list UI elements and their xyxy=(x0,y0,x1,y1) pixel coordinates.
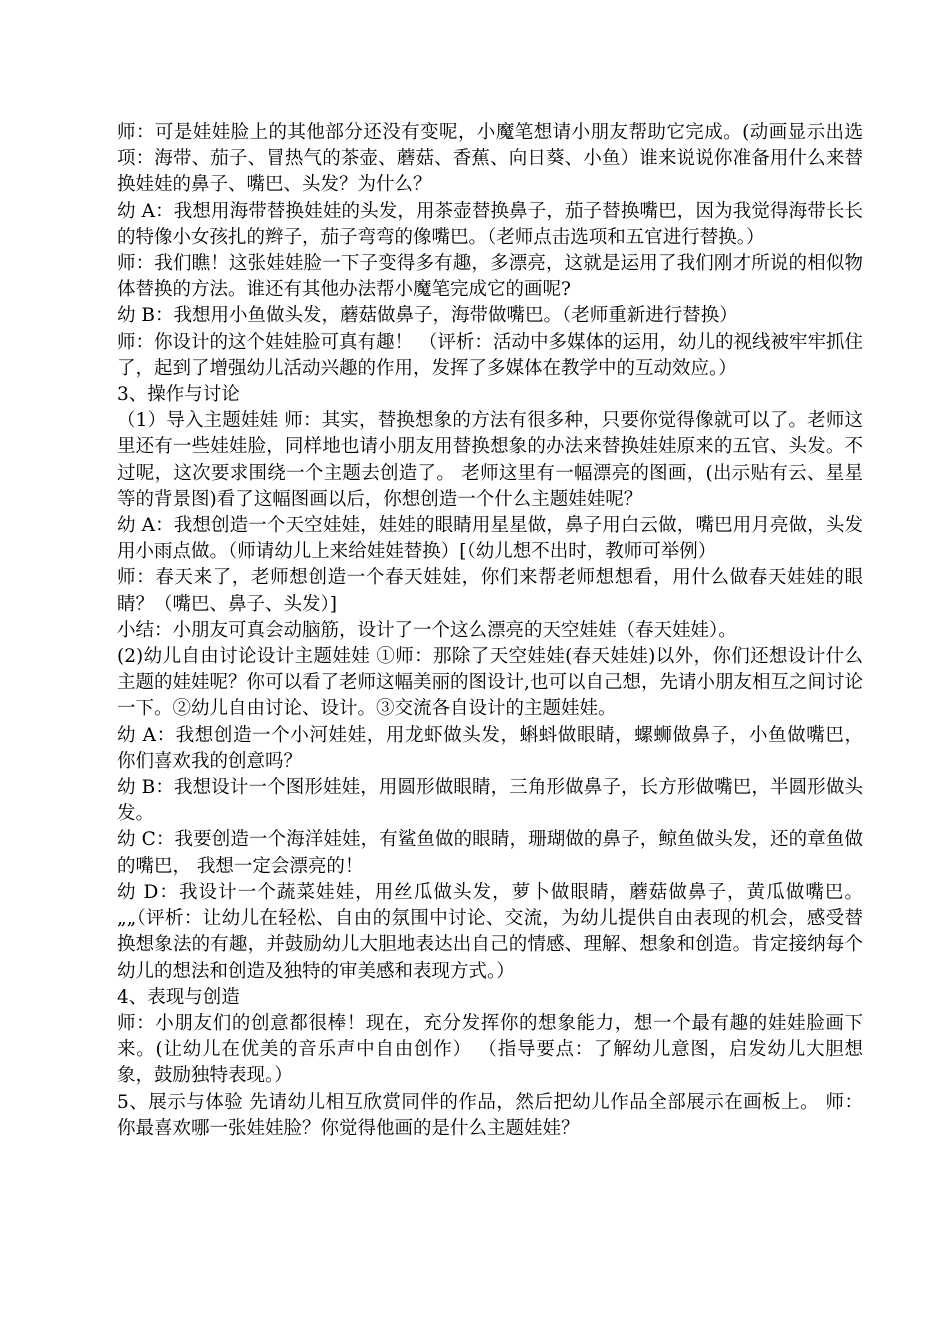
paragraph-child-b-answer: 幼 B：我想用小鱼做头发，蘑菇做鼻子，海带做嘴巴。（老师重新进行替换） xyxy=(117,305,738,327)
paragraph-shape-doll: 幼 B：我想设计一个图形娃娃，用圆形做眼睛，三角形做鼻子，长方形做嘴巴，半圆形做头发。 xyxy=(117,777,863,825)
paragraph-spring-doll: 师：春天来了，老师想创造一个春天娃娃，你们来帮老师想想看，用什么做春天娃娃的眼睛？（嘴巴、鼻子、头发）] xyxy=(117,567,863,615)
paragraph-theme-intro: （1）导入主题娃娃 师：其实，替换想象的方法有很多种，只要你觉得像就可以了。老师这里还有一些娃娃脸，同样地也请小朋友用替换想象的办法来替换娃娃原来的五官、头发。不过呢，这次要求围绕一个主题去创造了。 老师这里有一幅漂亮的图画，(出示贴有云、星星等的背景图)看了这幅图画以后，你想创造一个什么主题娃娃呢？ xyxy=(117,410,863,510)
paragraph-drawing: 师：小朋友们的创意都很棒！现在，充分发挥你的想象能力，想一个最有趣的娃娃脸画下来。(让幼儿在优美的音乐声中自由创作） （指导要点：了解幼儿意图，启发幼儿大胆想象，鼓励独特表现。） xyxy=(117,1012,863,1087)
paragraph-teacher-follow-up: 师：我们瞧！这张娃娃脸一下子变得多有趣，多漂亮，这就是运用了我们刚才所说的相似物体替换的方法。谁还有其他办法帮小魔笔完成它的画呢? xyxy=(117,253,863,301)
paragraph-river-doll: 幼 A：我想创造一个小河娃娃，用龙虾做头发，蝌蚪做眼睛，螺蛳做鼻子，小鱼做嘴巴， 你们喜欢我的创意吗？ xyxy=(117,724,863,772)
paragraph-child-a-answer: 幼 A：我想用海带替换娃娃的头发，用茶壶替换鼻子，茄子替换嘴巴，因为我觉得海带长长的特像小女孩扎的辫子，茄子弯弯的像嘴巴。（老师点击选项和五官进行替换。） xyxy=(117,200,863,248)
section-heading-express-create: 4、表现与创造 xyxy=(117,986,240,1008)
paragraph-ocean-doll: 幼 C：我要创造一个海洋娃娃，有鲨鱼做的眼睛，珊瑚做的鼻子，鲸鱼做头发，还的章鱼做的嘴巴， 我想一定会漂亮的！ xyxy=(117,829,863,877)
paragraph-sky-doll: 幼 A：我想创造一个天空娃娃，娃娃的眼睛用星星做，鼻子用白云做，嘴巴用月亮做，头发用小雨点做。（师请幼儿上来给娃娃替换）[（幼儿想不出时，教师可举例） xyxy=(117,515,863,563)
document-page xyxy=(117,120,863,1142)
paragraph-teacher-intro: 师：可是娃娃脸上的其他部分还没有变呢，小魔笔想请小朋友帮助它完成。(动画显示出选项：海带、茄子、冒热气的茶壶、蘑菇、香蕉、向日葵、小鱼）谁来说说你准备用什么来替换娃娃的鼻子、嘴巴、头发？为什么？ xyxy=(117,122,863,196)
paragraph-summary: 小结：小朋友可真会动脑筋，设计了一个这么漂亮的天空娃娃（春天娃娃）。 xyxy=(117,619,737,641)
paragraph-teacher-comment: 师：你设计的这个娃娃脸可真有趣！ （评析：活动中多媒体的运用，幼儿的视线被牢牢抓住了，起到了增强幼儿活动兴趣的作用，发挥了多媒体在教学中的互动效应。） xyxy=(117,331,863,379)
paragraph-vegetable-doll: 幼 D：我设计一个蔬菜娃娃，用丝瓜做头发，萝卜做眼睛，蘑菇做鼻子，黄瓜做嘴巴。 „„（评析：让幼儿在轻松、自由的氛围中讨论、交流，为幼儿提供自由表现的机会，感受替换想象法的有趣，并鼓励幼儿大胆地表达出自己的情感、理解、想象和创造。肯定接纳每个幼儿的想法和创造及独特的审美感和表现方式。） xyxy=(117,881,863,982)
paragraph-display-experience: 5、展示与体验 先请幼儿相互欣赏同伴的作品，然后把幼儿作品全部展示在画板上。 师： 你最喜欢哪一张娃娃脸？你觉得他画的是什么主题娃娃？ xyxy=(117,1091,863,1139)
paragraph-free-discussion: (2)幼儿自由讨论设计主题娃娃 ①师：那除了天空娃娃(春天娃娃)以外，你们还想设计什么主题的娃娃呢？你可以看了老师这幅美丽的图设计,也可以自己想，先请小朋友相互之间讨论一下。②幼儿自由讨论、设计。③交流各自设计的主题娃娃。 xyxy=(117,646,863,720)
section-heading-operate-discuss: 3、操作与讨论 xyxy=(117,384,240,406)
